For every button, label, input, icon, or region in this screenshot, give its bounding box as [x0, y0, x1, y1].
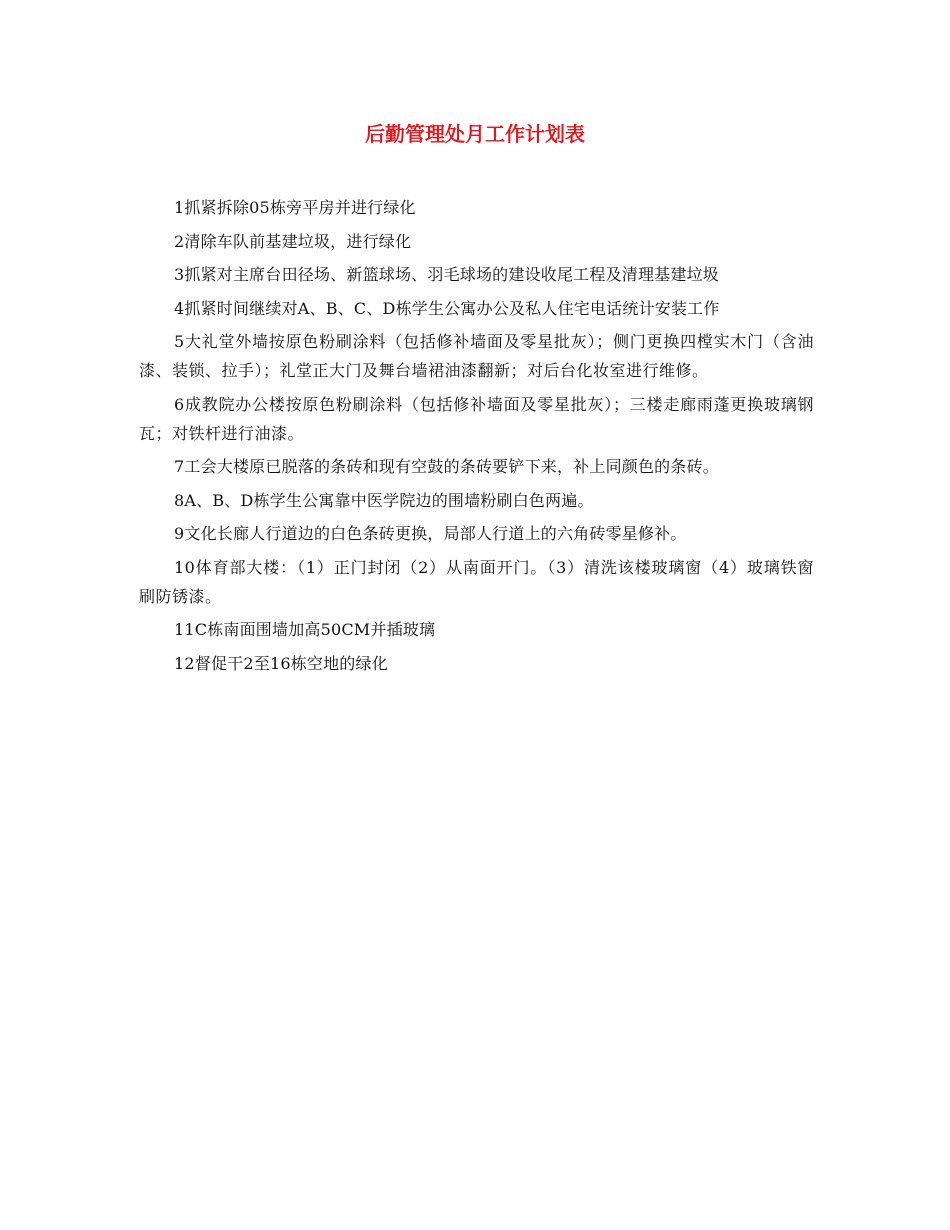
plan-item-9: 9文化长廊人行道边的白色条砖更换，局部人行道上的六角砖零星修补。	[174, 524, 687, 543]
plan-item-4: 4抓紧时间继续对A、B、C、D栋学生公寓办公及私人住宅电话统计安装工作	[174, 298, 720, 318]
plan-item-7: 7工会大楼原已脱落的条砖和现有空鼓的条砖要铲下来，补上同颜色的条砖。	[174, 457, 719, 476]
plan-item-5: 5大礼堂外墙按原色粉刷涂料（包括修补墙面及零星批灰）；侧门更换四樘实木门（含油漆、装锁、拉手）；礼堂正大门及舞台墙裙油漆翻新；对后台化妆室进行维修。	[139, 332, 814, 380]
plan-item-11: 11C栋南面围墙加高50CM并插玻璃	[174, 620, 436, 639]
plan-item-3: 3抓紧对主席台田径场、新篮球场、羽毛球场的建设收尾工程及清理基建垃圾	[174, 265, 719, 284]
plan-item-12: 12督促干2至16栋空地的绿化	[174, 653, 388, 673]
plan-item-2: 2清除车队前基建垃圾，进行绿化	[174, 231, 412, 251]
plan-item-6: 6成教院办公楼按原色粉刷涂料（包括修补墙面及零星批灰）；三楼走廊雨蓬更换玻璃钢瓦；对铁杆进行油漆。	[139, 394, 814, 443]
plan-item-1: 1抓紧拆除05栋旁平房并进行绿化	[174, 198, 416, 217]
plan-item-10: 10体育部大楼：（1）正门封闭（2）从南面开门。（3）清洗该楼玻璃窗（4）玻璃铁窗刷防锈漆。	[139, 557, 814, 606]
document-body	[139, 193, 814, 682]
plan-item-8: 8A、B、D栋学生公寓靠中医学院边的围墙粉刷白色两遍。	[174, 490, 594, 510]
document-title: 后勤管理处月工作计划表	[365, 122, 585, 146]
